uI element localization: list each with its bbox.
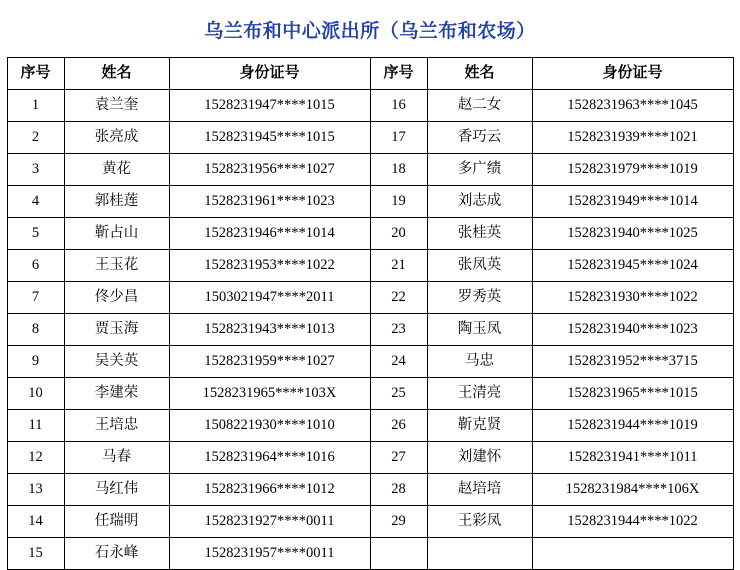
cell-id-left: 1528231953****1022: [169, 250, 370, 282]
cell-seq-left: 9: [7, 346, 64, 378]
cell-name-left: 李建荣: [64, 378, 169, 410]
cell-seq-left: 3: [7, 154, 64, 186]
table-row: [7, 474, 733, 506]
cell-name-left: 马春: [64, 442, 169, 474]
table-row: [7, 314, 733, 346]
cell-id-left: 1528231947****1015: [169, 90, 370, 122]
cell-id-right: 1528231941****1011: [532, 442, 733, 474]
cell-name-right: 赵二女: [427, 90, 532, 122]
table-header-row: [7, 58, 733, 90]
cell-name-right: 王清亮: [427, 378, 532, 410]
cell-id-left: 1528231945****1015: [169, 122, 370, 154]
cell-name-left: 贾玉海: [64, 314, 169, 346]
cell-name-right: 罗秀英: [427, 282, 532, 314]
cell-seq-left: 4: [7, 186, 64, 218]
cell-id-right: 1528231952****3715: [532, 346, 733, 378]
cell-seq-right: 29: [370, 506, 427, 538]
cell-id-right: 1528231940****1025: [532, 218, 733, 250]
cell-seq-right: 21: [370, 250, 427, 282]
cell-seq-right: 19: [370, 186, 427, 218]
table-body: [7, 90, 733, 570]
cell-id-right: 1528231940****1023: [532, 314, 733, 346]
table-row: [7, 282, 733, 314]
cell-id-left: 1528231957****0011: [169, 538, 370, 570]
cell-seq-right: 18: [370, 154, 427, 186]
page-title: 乌兰布和中心派出所（乌兰布和农场）: [204, 21, 536, 42]
header-seq-left: 序号: [7, 58, 64, 90]
cell-seq-left: 1: [7, 90, 64, 122]
cell-id-left: 1528231927****0011: [169, 506, 370, 538]
cell-id-right: 1528231944****1019: [532, 410, 733, 442]
cell-seq-right: 17: [370, 122, 427, 154]
cell-seq-right: [370, 538, 427, 570]
cell-seq-left: 12: [7, 442, 64, 474]
header-id-right: 身份证号: [532, 58, 733, 90]
cell-name-right: 张桂英: [427, 218, 532, 250]
cell-name-right: 多广绩: [427, 154, 532, 186]
cell-name-right: 赵培培: [427, 474, 532, 506]
cell-id-right: 1528231949****1014: [532, 186, 733, 218]
table-row: [7, 250, 733, 282]
cell-id-left: 1528231965****103X: [169, 378, 370, 410]
cell-id-left: 1528231966****1012: [169, 474, 370, 506]
cell-id-left: 1528231959****1027: [169, 346, 370, 378]
cell-name-right: 刘志成: [427, 186, 532, 218]
table-header: [7, 58, 733, 90]
cell-name-left: 佟少昌: [64, 282, 169, 314]
cell-name-left: 靳占山: [64, 218, 169, 250]
cell-seq-left: 7: [7, 282, 64, 314]
cell-id-left: 1528231964****1016: [169, 442, 370, 474]
cell-seq-left: 2: [7, 122, 64, 154]
cell-seq-right: 20: [370, 218, 427, 250]
cell-name-right: 张凤英: [427, 250, 532, 282]
cell-name-left: 黄花: [64, 154, 169, 186]
table-row: [7, 122, 733, 154]
cell-name-left: 王培忠: [64, 410, 169, 442]
cell-name-left: 石永峰: [64, 538, 169, 570]
table-row: [7, 506, 733, 538]
cell-id-left: 1528231946****1014: [169, 218, 370, 250]
cell-name-right: 马忠: [427, 346, 532, 378]
cell-name-right: 香巧云: [427, 122, 532, 154]
cell-name-left: 任瑞明: [64, 506, 169, 538]
table-row: [7, 442, 733, 474]
cell-id-left: 1503021947****2011: [169, 282, 370, 314]
roster-table: [7, 57, 734, 570]
cell-seq-right: 22: [370, 282, 427, 314]
cell-seq-left: 11: [7, 410, 64, 442]
cell-id-left: 1508221930****1010: [169, 410, 370, 442]
cell-name-left: 吴关英: [64, 346, 169, 378]
cell-id-left: 1528231961****1023: [169, 186, 370, 218]
cell-id-right: 1528231930****1022: [532, 282, 733, 314]
header-name-right: 姓名: [427, 58, 532, 90]
header-id-left: 身份证号: [169, 58, 370, 90]
cell-name-left: 张亮成: [64, 122, 169, 154]
cell-id-right: 1528231944****1022: [532, 506, 733, 538]
table-row: [7, 90, 733, 122]
table-row: [7, 346, 733, 378]
cell-id-right: 1528231965****1015: [532, 378, 733, 410]
cell-seq-right: 25: [370, 378, 427, 410]
cell-seq-left: 15: [7, 538, 64, 570]
cell-seq-right: 16: [370, 90, 427, 122]
cell-name-right: 王彩凤: [427, 506, 532, 538]
cell-seq-left: 13: [7, 474, 64, 506]
header-seq-right: 序号: [370, 58, 427, 90]
cell-id-right: 1528231979****1019: [532, 154, 733, 186]
table-row: [7, 218, 733, 250]
cell-name-right: [427, 538, 532, 570]
cell-seq-right: 23: [370, 314, 427, 346]
cell-seq-left: 10: [7, 378, 64, 410]
cell-id-right: 1528231939****1021: [532, 122, 733, 154]
cell-seq-right: 26: [370, 410, 427, 442]
cell-name-right: 靳克贤: [427, 410, 532, 442]
cell-name-left: 王玉花: [64, 250, 169, 282]
cell-id-right: 1528231984****106X: [532, 474, 733, 506]
table-row: [7, 186, 733, 218]
cell-id-right: [532, 538, 733, 570]
cell-seq-left: 6: [7, 250, 64, 282]
cell-seq-right: 28: [370, 474, 427, 506]
header-name-left: 姓名: [64, 58, 169, 90]
table-row: [7, 154, 733, 186]
cell-id-right: 1528231945****1024: [532, 250, 733, 282]
cell-seq-right: 24: [370, 346, 427, 378]
cell-seq-right: 27: [370, 442, 427, 474]
cell-seq-left: 8: [7, 314, 64, 346]
cell-id-left: 1528231943****1013: [169, 314, 370, 346]
table-row: [7, 538, 733, 570]
cell-name-right: 陶玉凤: [427, 314, 532, 346]
table-row: [7, 410, 733, 442]
cell-seq-left: 14: [7, 506, 64, 538]
cell-id-left: 1528231956****1027: [169, 154, 370, 186]
table-row: [7, 378, 733, 410]
cell-name-right: 刘建怀: [427, 442, 532, 474]
cell-seq-left: 5: [7, 218, 64, 250]
cell-name-left: 郭桂莲: [64, 186, 169, 218]
cell-id-right: 1528231963****1045: [532, 90, 733, 122]
cell-name-left: 马红伟: [64, 474, 169, 506]
cell-name-left: 袁兰奎: [64, 90, 169, 122]
